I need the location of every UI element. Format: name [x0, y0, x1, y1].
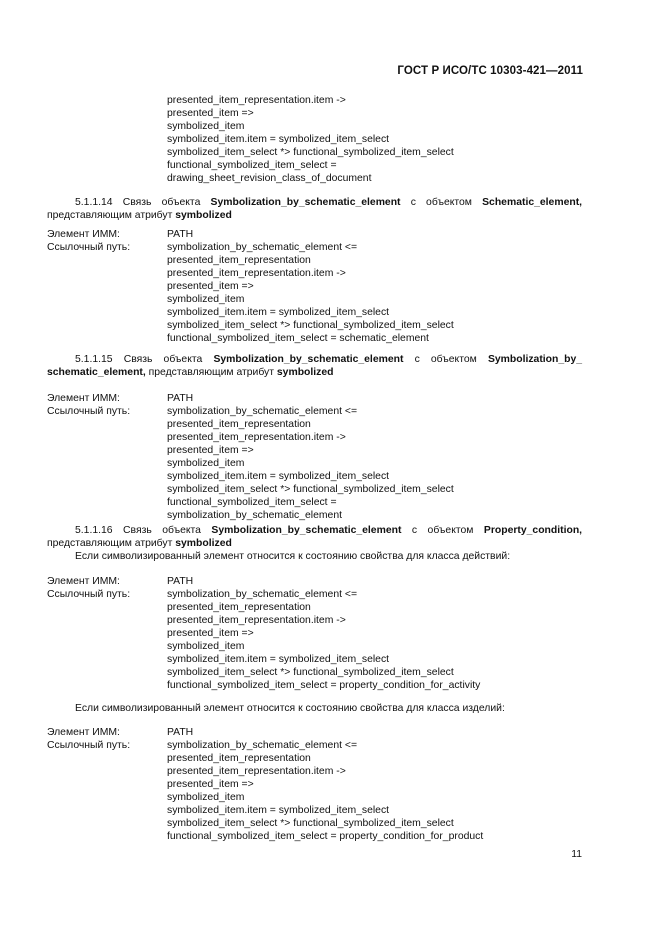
path-line: functional_symbolized_item_select = property_condition_for_activity — [167, 680, 481, 691]
section-heading-5-1-1-14: 5.1.1.14 Связь объекта Symbolization_by_schematic_element с объектом Schematic_element, представляющим атрибут symbolized — [47, 197, 583, 221]
condition-text: Если символизированный элемент относится к состоянию свойства для класса действий: — [75, 551, 511, 562]
condition-text: Если символизированный элемент относится к состоянию свойства для класса изделий: — [75, 703, 505, 714]
path-line: symbolization_by_schematic_element — [167, 510, 342, 521]
imm-element-label: Элемент ИММ: — [47, 393, 120, 404]
path-line: presented_item_representation — [167, 255, 311, 266]
imm-element-label: Элемент ИММ: — [47, 229, 120, 240]
path-line: symbolized_item_select *> functional_symbolized_item_select — [167, 484, 454, 495]
path-line: symbolization_by_schematic_element <= — [167, 406, 358, 417]
path-line: drawing_sheet_revision_class_of_document — [167, 173, 372, 184]
path-line: symbolized_item.item = symbolized_item_select — [167, 471, 390, 482]
imm-element-value: PATH — [167, 229, 194, 240]
reference-path-label: Ссылочный путь: — [47, 406, 131, 417]
reference-path-label: Ссылочный путь: — [47, 589, 131, 600]
section-heading-5-1-1-16: 5.1.1.16 Связь объекта Symbolization_by_schematic_element с объектом Property_condition, представляющим атрибут symbolized — [47, 525, 583, 549]
path-line: functional_symbolized_item_select = — [167, 160, 337, 171]
path-line: symbolized_item_select *> functional_symbolized_item_select — [167, 818, 454, 829]
path-line: functional_symbolized_item_select = — [167, 497, 337, 508]
document-header-code: ГОСТ Р ИСО/ТС 10303-421—2011 — [397, 65, 583, 77]
path-line: symbolized_item.item = symbolized_item_select — [167, 654, 390, 665]
reference-path-label: Ссылочный путь: — [47, 740, 131, 751]
path-line: presented_item_representation.item -> — [167, 432, 346, 443]
path-line: symbolized_item_select *> functional_symbolized_item_select — [167, 147, 454, 158]
path-line: symbolization_by_schematic_element <= — [167, 589, 358, 600]
path-line: symbolized_item.item = symbolized_item_select — [167, 307, 390, 318]
path-line: presented_item => — [167, 108, 254, 119]
path-line: presented_item_representation.item -> — [167, 268, 346, 279]
path-line: presented_item_representation — [167, 602, 311, 613]
path-line: symbolized_item.item = symbolized_item_select — [167, 805, 390, 816]
path-line: symbolized_item — [167, 121, 245, 132]
path-line: symbolized_item.item = symbolized_item_select — [167, 134, 390, 145]
imm-element-value: PATH — [167, 393, 194, 404]
path-line: presented_item_representation.item -> — [167, 615, 346, 626]
path-line: presented_item_representation — [167, 753, 311, 764]
path-line: symbolization_by_schematic_element <= — [167, 242, 358, 253]
path-line: symbolized_item_select *> functional_symbolized_item_select — [167, 320, 454, 331]
reference-path-label: Ссылочный путь: — [47, 242, 131, 253]
path-line: presented_item_representation.item -> — [167, 95, 346, 106]
path-line: symbolization_by_schematic_element <= — [167, 740, 358, 751]
path-line: symbolized_item_select *> functional_symbolized_item_select — [167, 667, 454, 678]
path-line: presented_item => — [167, 779, 254, 790]
imm-element-label: Элемент ИММ: — [47, 727, 120, 738]
section-heading-5-1-1-15: 5.1.1.15 Связь объекта Symbolization_by_schematic_element с объектом Symbolization_by_ schematic_element, представляющим атрибут symbolized — [47, 354, 583, 378]
path-line: functional_symbolized_item_select = schematic_element — [167, 333, 429, 344]
path-line: symbolized_item — [167, 641, 245, 652]
page-number: 11 — [571, 849, 582, 860]
path-line: presented_item_representation — [167, 419, 311, 430]
imm-element-value: PATH — [167, 727, 194, 738]
path-line: symbolized_item — [167, 458, 245, 469]
path-line: symbolized_item — [167, 792, 245, 803]
path-line: presented_item => — [167, 445, 254, 456]
path-line: functional_symbolized_item_select = property_condition_for_product — [167, 831, 484, 842]
path-line: symbolized_item — [167, 294, 245, 305]
path-line: presented_item_representation.item -> — [167, 766, 346, 777]
path-line: presented_item => — [167, 628, 254, 639]
path-line: presented_item => — [167, 281, 254, 292]
imm-element-value: PATH — [167, 576, 194, 587]
imm-element-label: Элемент ИММ: — [47, 576, 120, 587]
